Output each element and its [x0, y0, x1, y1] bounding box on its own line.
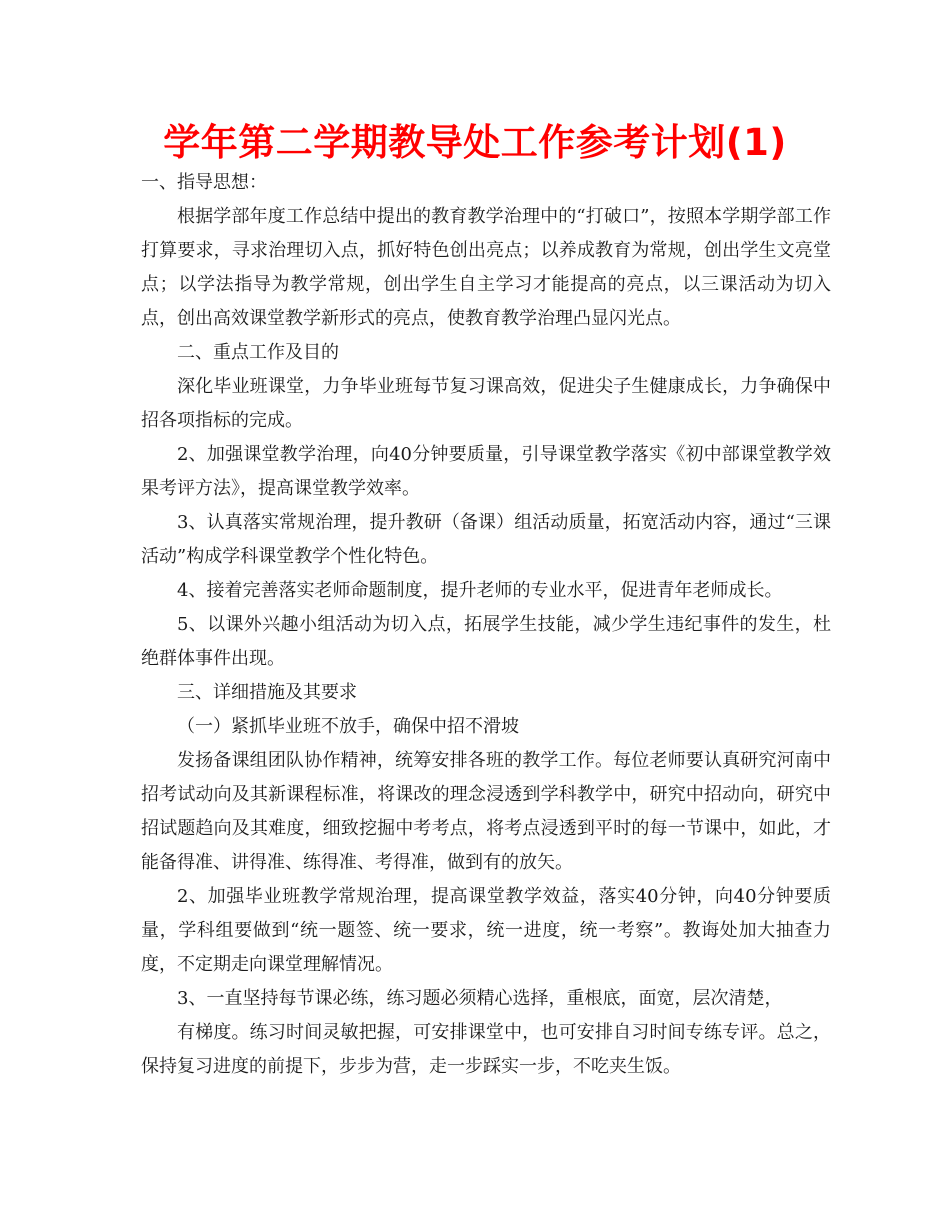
body-paragraph: 有梯度。练习时间灵敏把握，可安排课堂中，也可安排自习时间专练专评。总之，保持复习进度的前提下，步步为营，走一步踩实一步，不吃夹生饭。 — [141, 1022, 831, 1077]
subsection-heading: （一）紧抓毕业班不放手，确保中招不滑坡 — [177, 716, 519, 737]
document-title: 学年第二学期教导处工作参考计划(1) — [163, 121, 787, 164]
body-paragraph: 深化毕业班课堂，力争毕业班每节复习课高效，促进尖子生健康成长，力争确保中招各项指标的完成。 — [141, 376, 831, 431]
body-paragraph: 3、一直坚持每节课必练，练习题必须精心选择，重根底，面宽，层次清楚， — [177, 988, 783, 1009]
section-heading: 一、指导思想： — [141, 172, 267, 193]
body-paragraph: 发扬备课组团队协作精神，统筹安排各班的教学工作。每位老师要认真研究河南中招考试动向及其新课程标准，将课改的理念浸透到学科教学中，研究中招动向，研究中招试题趋向及其难度，细致挖掘中考考点，将考点浸透到平时的每一节课中，如此，才能备得准、讲得准、练得准、考得准，做到有的放矢。 — [141, 750, 831, 873]
body-paragraph: 3、认真落实常规治理，提升教研（备课）组活动质量，拓宽活动内容，通过“三课活动”构成学科课堂教学个性化特色。 — [141, 512, 831, 567]
body-paragraph: 5、以课外兴趣小组活动为切入点，拓展学生技能，减少学生违纪事件的发生，杜绝群体事件出现。 — [141, 614, 831, 669]
body-paragraph: 4、接着完善落实老师命题制度，提升老师的专业水平，促进青年老师成长。 — [177, 580, 783, 601]
body-paragraph: 2、加强毕业班教学常规治理，提高课堂教学效益，落实40分钟，向40分钟要质量，学科组要做到“统一题签、统一要求，统一进度，统一考察”。教诲处加大抽查力度，不定期走向课堂理解情况。 — [141, 886, 831, 975]
document-body — [141, 166, 831, 1084]
section-heading: 二、重点工作及目的 — [177, 342, 339, 363]
body-paragraph: 根据学部年度工作总结中提出的教育教学治理中的“打破口”，按照本学期学部工作打算要求，寻求治理切入点，抓好特色创出亮点；以养成教育为常规，创出学生文亮堂点；以学法指导为教学常规，创出学生自主学习才能提高的亮点，以三课活动为切入点，创出高效课堂教学新形式的亮点，使教育教学治理凸显闪光点。 — [141, 206, 831, 329]
section-heading: 三、详细措施及其要求 — [177, 682, 357, 703]
body-paragraph: 2、加强课堂教学治理，向40分钟要质量，引导课堂教学落实《初中部课堂教学效果考评方法》，提高课堂教学效率。 — [141, 444, 831, 499]
